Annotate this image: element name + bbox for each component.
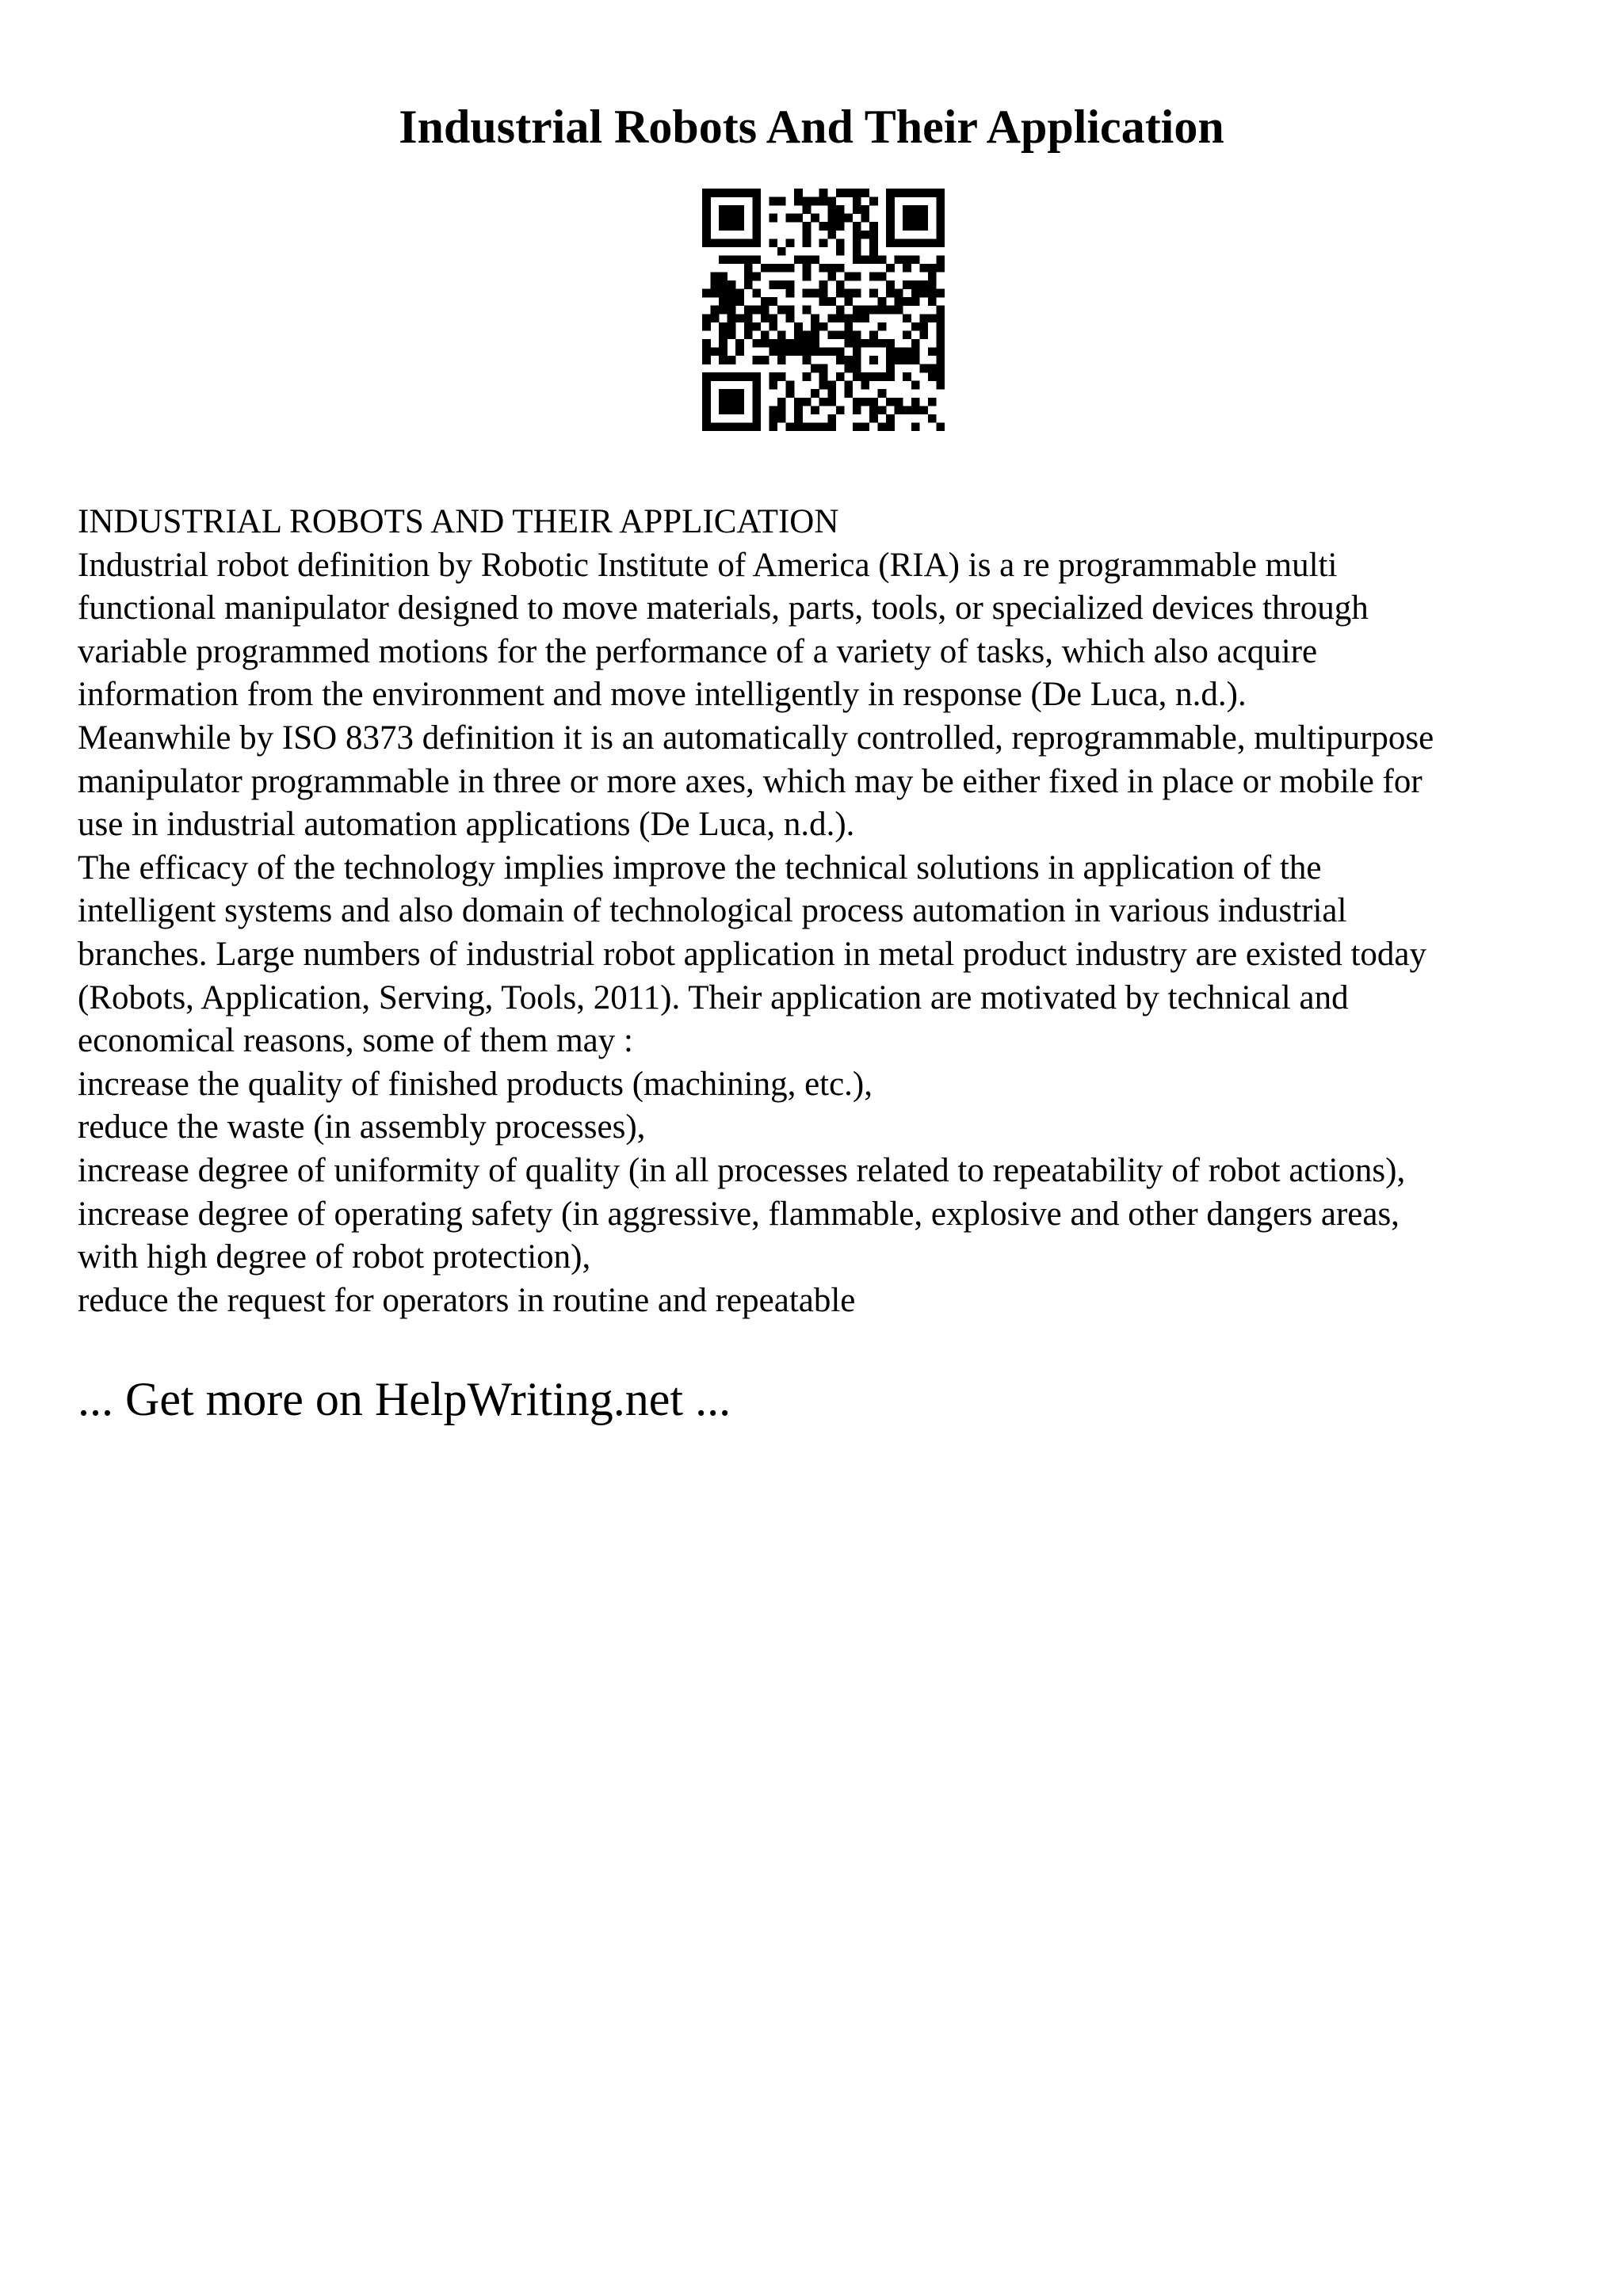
body-line: reduce the request for operators in routine and repeatable — [78, 1281, 856, 1319]
body-line: increase the quality of finished products (machining, etc.), — [78, 1065, 873, 1103]
body-line: economical reasons, some of them may : — [78, 1022, 633, 1060]
qr-code-icon — [702, 189, 945, 431]
body-line: intelligent systems and also domain of technological process automation in various industrial — [78, 892, 1347, 930]
body-line: functional manipulator designed to move materials, parts, tools, or specialized devices through — [78, 589, 1369, 627]
body-line: reduce the waste (in assembly processes), — [78, 1108, 646, 1146]
body-line: Industrial robot definition by Robotic Institute of America (RIA) is a re programmable multi — [78, 546, 1338, 584]
body-line: increase degree of uniformity of quality (in all processes related to repeatability of robot actions), — [78, 1151, 1406, 1189]
document-body — [78, 501, 1560, 1322]
body-line: increase degree of operating safety (in aggressive, flammable, explosive and other dangers areas, — [78, 1195, 1400, 1233]
body-line: The efficacy of the technology implies improve the technical solutions in application of the — [78, 849, 1322, 887]
body-line: INDUSTRIAL ROBOTS AND THEIR APPLICATION — [78, 503, 839, 540]
body-line: variable programmed motions for the performance of a variety of tasks, which also acquire — [78, 632, 1318, 670]
page-title: Industrial Robots And Their Application — [399, 101, 1224, 153]
body-line: manipulator programmable in three or more axes, which may be either fixed in place or mobile for — [78, 762, 1423, 800]
body-line: Meanwhile by ISO 8373 definition it is an automatically controlled, reprogrammable, multipurpose — [78, 719, 1434, 757]
body-line: (Robots, Application, Serving, Tools, 2011). Their application are motivated by technical and — [78, 978, 1349, 1016]
body-line: information from the environment and move intelligently in response (De Luca, n.d.). — [78, 676, 1247, 714]
get-more-link[interactable]: ... Get more on HelpWriting.net ... — [78, 1373, 731, 1425]
body-line: with high degree of robot protection), — [78, 1238, 591, 1276]
body-line: branches. Large numbers of industrial robot application in metal product industry are existed today — [78, 935, 1427, 973]
body-line: use in industrial automation applications (De Luca, n.d.). — [78, 806, 855, 844]
